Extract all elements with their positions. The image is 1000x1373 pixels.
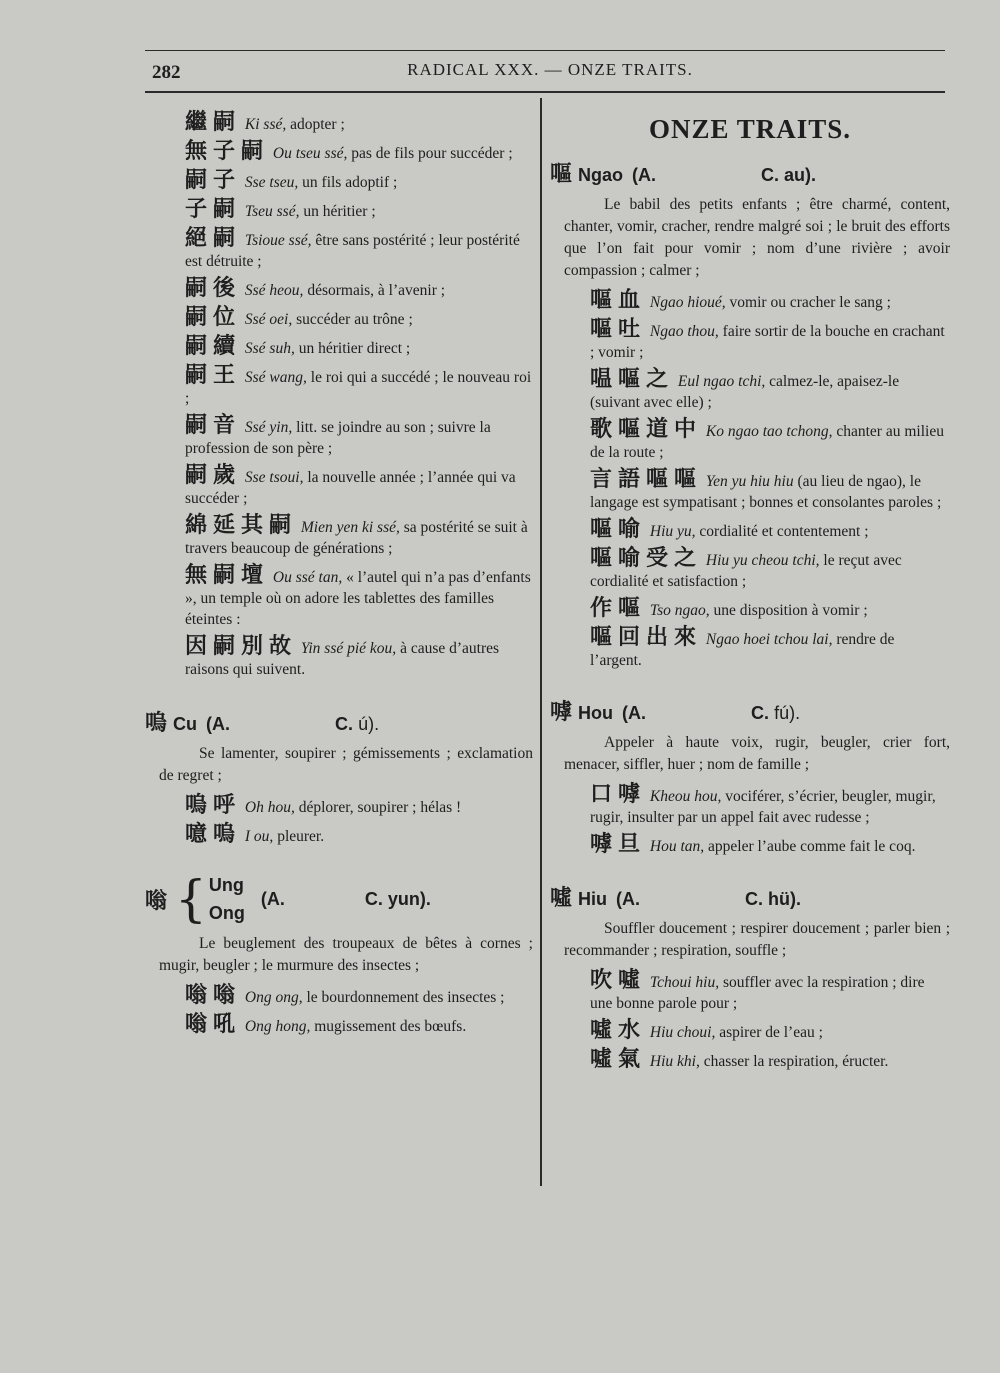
sub-entry-roman: Yen yu hiu hiu bbox=[705, 473, 794, 490]
brace-glyph: { bbox=[175, 870, 207, 928]
sub-entry-text: pleurer. bbox=[273, 828, 325, 845]
romanization-stack bbox=[209, 871, 245, 927]
sub-entry bbox=[590, 519, 950, 542]
sub-entry-roman: Sse tseu, bbox=[244, 174, 299, 191]
sub-entry bbox=[590, 784, 950, 828]
sub-entry-text: chasser la respiration, éructer. bbox=[699, 1053, 889, 1070]
sub-entry-roman: Sse tsoui, bbox=[244, 469, 304, 486]
entry-heading-ung bbox=[145, 871, 533, 927]
sub-entry-roman: Hou tan, bbox=[649, 838, 705, 855]
entry-definition: Le beuglement des troupeaux de bêtes à cornes ; mugir, beugler ; le murmure des insectes ; bbox=[159, 935, 533, 974]
sub-entry-text: le reçut avec cordialité et satisfaction ; bbox=[590, 552, 902, 590]
sub-entry-chars: 嘔血 bbox=[590, 288, 647, 313]
entry-heading-ngao bbox=[550, 157, 950, 188]
sub-entry-text: vomir ou cracher le sang ; bbox=[725, 294, 891, 311]
sub-entry bbox=[185, 112, 533, 135]
sub-entry bbox=[185, 141, 533, 164]
sub-entry-chars: 嗣音 bbox=[185, 413, 242, 438]
sub-entry bbox=[185, 307, 533, 330]
sub-entry-text: rendre de l’argent. bbox=[590, 631, 895, 669]
entry-mandarin-label: (A. bbox=[622, 703, 647, 723]
sub-entry-text: (au lieu de ngao), le langage est sympatisant ; bonnes et consolantes paroles ; bbox=[590, 473, 942, 511]
sub-entry bbox=[185, 278, 533, 301]
sub-entry-roman: Oh hou, bbox=[244, 799, 295, 816]
entry-definition: Souffler doucement ; respirer doucement ; parler bien ; recommander ; respiration, souffle ; bbox=[564, 920, 950, 959]
sub-entry-chars: 無嗣壇 bbox=[185, 563, 270, 588]
sub-entry-text: sa postérité se suit à travers beaucoup de générations ; bbox=[185, 519, 528, 557]
sub-entry-text: chanter au milieu de la route ; bbox=[590, 423, 944, 461]
entry-mandarin-label: (A. bbox=[206, 714, 231, 734]
section-title: ONZE TRAITS. bbox=[648, 114, 852, 144]
sub-entry-roman: Ngao hioué, bbox=[649, 294, 726, 311]
entry-mandarin-label: (A. bbox=[632, 165, 657, 185]
sub-entry-roman: Tchoui hiu, bbox=[649, 974, 720, 991]
sub-entry bbox=[590, 469, 950, 513]
sub-entry-chars: 嗣王 bbox=[185, 363, 242, 388]
sub-entry-roman: Ssé suh, bbox=[244, 340, 295, 357]
entry-cantonese-label: C. hü). bbox=[745, 889, 802, 909]
sub-entry-chars: 嘔吐 bbox=[590, 317, 647, 342]
sub-entry bbox=[185, 1014, 533, 1037]
sub-entry-roman: Ssé oei, bbox=[244, 311, 293, 328]
sub-entry-chars: 嗣續 bbox=[185, 334, 242, 359]
sub-entry bbox=[590, 598, 950, 621]
sub-entry-text: pas de fils pour succéder ; bbox=[347, 145, 513, 162]
entry-cantonese-label: C. bbox=[335, 714, 354, 734]
sub-entry-chars: 吹噓 bbox=[590, 968, 647, 993]
sub-entry-text: calmez-le, apaisez-le (suivant avec elle) ; bbox=[590, 373, 900, 411]
sub-entry bbox=[185, 824, 533, 847]
sub-entry-chars: 繼嗣 bbox=[185, 110, 242, 135]
sub-entry-roman: Mien yen ki ssé, bbox=[300, 519, 400, 536]
sub-entry bbox=[185, 415, 533, 459]
sub-entry-text: être sans postérité ; leur postérité est détruite ; bbox=[185, 232, 520, 270]
sub-entry bbox=[185, 795, 533, 818]
sub-entry bbox=[185, 565, 533, 630]
sub-entry-chars: 作嘔 bbox=[590, 596, 647, 621]
sub-entry-chars: 嗣歲 bbox=[185, 463, 242, 488]
sub-entry-roman: Tsioue ssé, bbox=[244, 232, 312, 249]
sub-entry bbox=[185, 199, 533, 222]
sub-entry-text: un fils adoptif ; bbox=[298, 174, 398, 191]
sub-entry-text: la nouvelle année ; l’année qui va succéder ; bbox=[185, 469, 516, 507]
entry-character: 嘑 bbox=[550, 700, 573, 725]
sub-entry bbox=[185, 228, 533, 272]
entry-character: 噓 bbox=[550, 886, 573, 911]
sub-entry bbox=[590, 419, 950, 463]
top-rule bbox=[145, 50, 945, 51]
sub-entry-text: vociférer, s’écrier, beugler, mugir, rugir, insulter par un appel fait avec rudesse ; bbox=[590, 788, 936, 826]
entry-definition: Se lamenter, soupirer ; gémissements ; exclamation de regret ; bbox=[159, 745, 533, 784]
entry-cantonese-label: C. au). bbox=[761, 165, 817, 185]
sub-entry bbox=[185, 465, 533, 509]
sub-entry-roman: Ssé wang, bbox=[244, 369, 307, 386]
sub-entry-text: mugissement des bœufs. bbox=[310, 1018, 467, 1035]
page-number: 282 bbox=[152, 62, 181, 83]
entry-heading-hou bbox=[550, 695, 950, 726]
sub-entry-roman: I ou, bbox=[244, 828, 274, 845]
entry-cantonese-value: ú). bbox=[358, 714, 380, 734]
entry-heading-hiu bbox=[550, 881, 950, 912]
entry-cantonese-label: C. yun). bbox=[364, 888, 431, 909]
entry-cantonese-value: fú). bbox=[774, 703, 801, 723]
entry-definition: Le babil des petits enfants ; être charmé, content, chanter, vomir, cracher, rendre malgré soi ; le bruit des efforts que l’on fait pour vomir ; nom d’une rivière ; avoir compassion ; calmer ; bbox=[564, 196, 950, 279]
sub-entry-chars: 歌嘔道中 bbox=[590, 417, 703, 442]
sub-entry-text: une disposition à vomir ; bbox=[709, 602, 868, 619]
sub-entry bbox=[590, 548, 950, 592]
sub-entry-text: souffler avec la respiration ; dire une bonne parole pour ; bbox=[590, 974, 925, 1012]
sub-entry bbox=[185, 985, 533, 1008]
sub-entry-roman: Tso ngao, bbox=[649, 602, 710, 619]
sub-entry-text: succéder au trône ; bbox=[292, 311, 413, 328]
sub-entry-chars: 嗡嗡 bbox=[185, 983, 242, 1008]
sub-entry-chars: 無子嗣 bbox=[185, 139, 270, 164]
sub-entry-chars: 因嗣別故 bbox=[185, 634, 298, 659]
sub-entry-text: aspirer de l’eau ; bbox=[715, 1024, 823, 1041]
sub-entry bbox=[590, 1020, 950, 1043]
sub-entry-chars: 嘔喻受之 bbox=[590, 546, 703, 571]
entry-romanization: Ngao bbox=[578, 165, 624, 185]
sub-entry-chars: 嗣子 bbox=[185, 168, 242, 193]
sub-entry-roman: Yin ssé pié kou, bbox=[300, 640, 397, 657]
sub-entry-chars: 綿延其嗣 bbox=[185, 513, 298, 538]
entry-romanization: Cu bbox=[173, 714, 198, 734]
sub-entry-text: faire sortir de la bouche en crachant ; vomir ; bbox=[590, 323, 945, 361]
header-rule bbox=[145, 91, 945, 93]
sub-entry-text: un héritier direct ; bbox=[294, 340, 411, 357]
sub-entry bbox=[185, 170, 533, 193]
sub-entry-roman: Hiu khi, bbox=[649, 1053, 700, 1070]
entry-romanization: Ung bbox=[208, 875, 244, 895]
sub-entry-chars: 嗡吼 bbox=[185, 1012, 242, 1037]
sub-entry-roman: Ong hong, bbox=[244, 1018, 311, 1035]
sub-entry-roman: Kheou hou, bbox=[649, 788, 722, 805]
sub-entry-text: à cause d’autres raisons qui suivent. bbox=[185, 640, 500, 678]
sub-entry-chars: 噓氣 bbox=[590, 1047, 647, 1072]
left-sub-entries bbox=[145, 112, 533, 680]
entry-mandarin-label: (A. bbox=[616, 889, 641, 909]
sub-entry bbox=[590, 319, 950, 363]
sub-entry-text: un héritier ; bbox=[299, 203, 376, 220]
sub-entry bbox=[590, 1049, 950, 1072]
sub-entry-roman: Ou ssé tan, bbox=[272, 569, 343, 586]
sub-entry-roman: Ngao hoei tchou lai, bbox=[705, 631, 833, 648]
sub-entry bbox=[185, 515, 533, 559]
sub-entry-chars: 嗢嘔之 bbox=[590, 367, 675, 392]
sub-entry-chars: 嗣位 bbox=[185, 305, 242, 330]
right-column bbox=[550, 112, 950, 1078]
sub-entry-roman: Ong ong, bbox=[244, 989, 303, 1006]
sub-entry-text: cordialité et contentement ; bbox=[695, 523, 869, 540]
sub-entry-chars: 嘔喻 bbox=[590, 517, 647, 542]
sub-entry-text: litt. se joindre au son ; suivre la profession de son père ; bbox=[185, 419, 491, 457]
column-divider bbox=[540, 98, 542, 1186]
sub-entry-chars: 嗚呼 bbox=[185, 793, 242, 818]
sub-entry-chars: 噫嗚 bbox=[185, 822, 242, 847]
entry-mandarin-label: (A. bbox=[260, 888, 285, 909]
entry-romanization: Hou bbox=[578, 703, 614, 723]
sub-entry-text: appeler l’aube comme fait le coq. bbox=[704, 838, 916, 855]
sub-entry-chars: 嗣後 bbox=[185, 276, 242, 301]
entry-cantonese-label: C. bbox=[751, 703, 770, 723]
sub-entry-chars: 噓水 bbox=[590, 1018, 647, 1043]
entry-definition: Appeler à haute voix, rugir, beugler, crier fort, menacer, siffler, huer ; nom de famille ; bbox=[564, 734, 950, 773]
sub-entry bbox=[590, 970, 950, 1014]
sub-entry-text: le bourdonnement des insectes ; bbox=[302, 989, 505, 1006]
sub-entry-chars: 口嘑 bbox=[590, 782, 647, 807]
entry-heading-cu bbox=[145, 706, 533, 737]
sub-entry-chars: 絕嗣 bbox=[185, 226, 242, 251]
sub-entry-roman: Hiu yu, bbox=[649, 523, 696, 540]
sub-entry-roman: Ssé yin, bbox=[244, 419, 293, 436]
sub-entry-text: désormais, à l’avenir ; bbox=[303, 282, 446, 299]
sub-entry-chars: 言語嘔嘔 bbox=[590, 467, 703, 492]
sub-entry-roman: Ssé heou, bbox=[244, 282, 304, 299]
sub-entry bbox=[185, 636, 533, 680]
sub-entry bbox=[185, 336, 533, 359]
entry-character: 嗡 bbox=[145, 888, 168, 914]
sub-entry-text: déplorer, soupirer ; hélas ! bbox=[294, 799, 462, 816]
sub-entry bbox=[185, 365, 533, 409]
sub-entry-text: adopter ; bbox=[286, 116, 345, 133]
entry-character: 嗚 bbox=[145, 711, 168, 736]
sub-entry-roman: Hiu yu cheou tchi, bbox=[705, 552, 820, 569]
sub-entry-roman: Ou tseu ssé, bbox=[272, 145, 348, 162]
left-column bbox=[145, 112, 533, 1043]
sub-entry-roman: Ki ssé, bbox=[244, 116, 287, 133]
running-title: RADICAL XXX. — ONZE TRAITS. bbox=[407, 60, 693, 79]
sub-entry bbox=[590, 627, 950, 671]
sub-entry-chars: 子嗣 bbox=[185, 197, 242, 222]
sub-entry bbox=[590, 290, 950, 313]
sub-entry-text: « l’autel qui n’a pas d’enfants », un temple où on adore les tablettes des familles éteintes : bbox=[185, 569, 531, 628]
sub-entry-roman: Eul ngao tchi, bbox=[677, 373, 766, 390]
sub-entry-chars: 嘑旦 bbox=[590, 832, 647, 857]
sub-entry-roman: Ngao thou, bbox=[649, 323, 719, 340]
entry-character: 嘔 bbox=[550, 162, 573, 187]
sub-entry-roman: Tseu ssé, bbox=[244, 203, 300, 220]
sub-entry-chars: 嘔回出來 bbox=[590, 625, 703, 650]
sub-entry bbox=[590, 834, 950, 857]
sub-entry bbox=[590, 369, 950, 413]
sub-entry-roman: Hiu choui, bbox=[649, 1024, 716, 1041]
entry-romanization: Hiu bbox=[578, 889, 608, 909]
sub-entry-roman: Ko ngao tao tchong, bbox=[705, 423, 833, 440]
sub-entry-text: le roi qui a succédé ; le nouveau roi ; bbox=[185, 369, 532, 407]
entry-romanization-alt: Ong bbox=[208, 903, 245, 923]
